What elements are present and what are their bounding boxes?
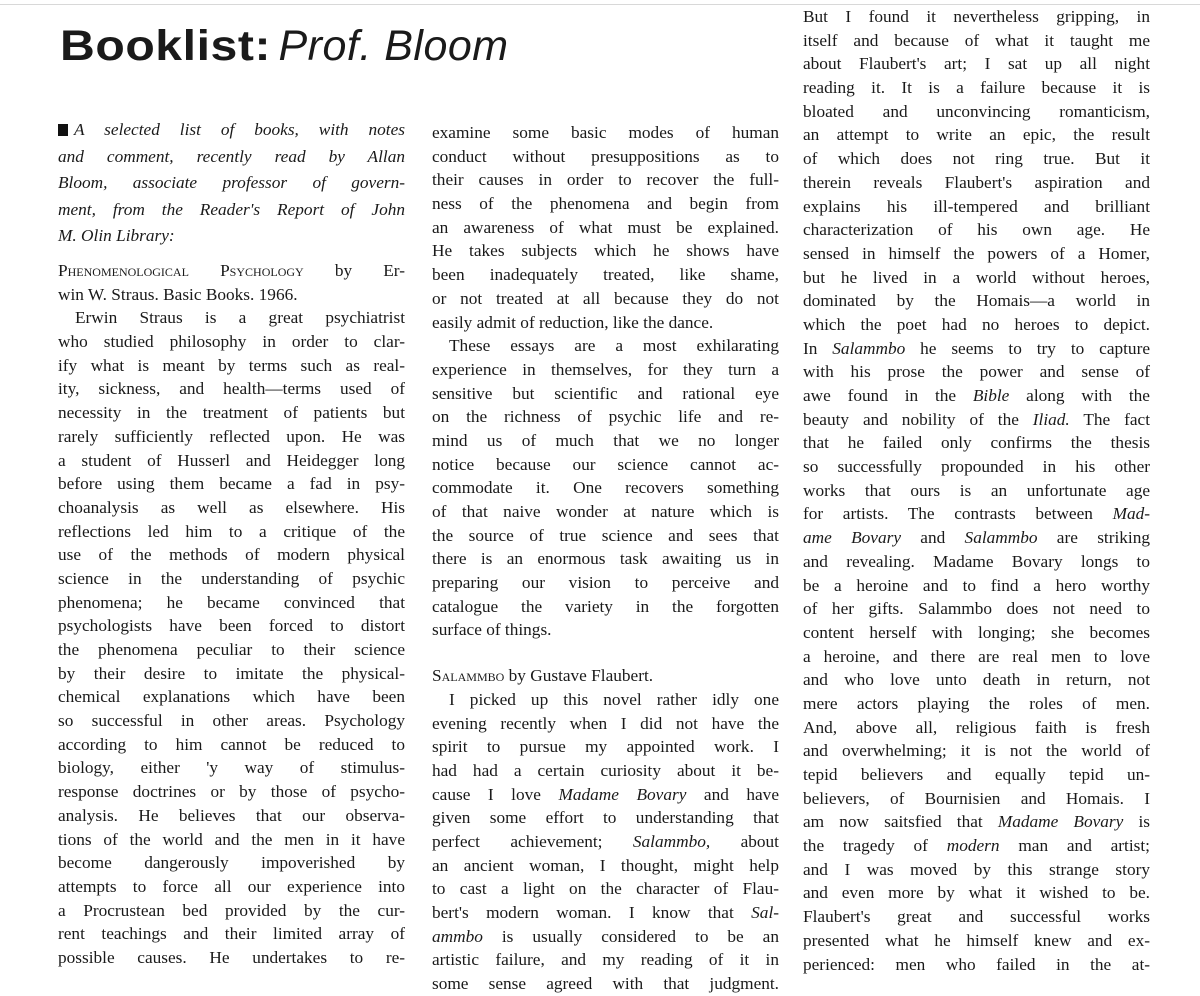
text-line — [58, 377, 405, 401]
text-segment: rarely sufficiently reflected upon. He was — [58, 426, 405, 446]
text-segment: for artists. The contrasts between — [803, 504, 1113, 524]
text-line — [803, 597, 1150, 621]
italic-segment: Iliad. — [1032, 409, 1070, 429]
text-segment: of which does not ring true. But it — [803, 149, 1150, 169]
text-line — [58, 875, 405, 899]
text-segment: itself and because of what it taught me — [803, 30, 1150, 50]
text-segment: but he lived in a world without heroes, — [803, 267, 1150, 287]
text-line — [803, 763, 1150, 787]
text-segment: by their desire to imitate the physical- — [58, 663, 405, 683]
text-line — [803, 834, 1150, 858]
text-segment: before using them became a fad in psy- — [58, 474, 405, 494]
text-segment: bert's modern woman. I know that — [432, 903, 752, 922]
text-line — [58, 354, 405, 378]
text-line — [432, 192, 779, 216]
text-line — [432, 688, 779, 712]
text-line — [803, 100, 1150, 124]
text-line — [58, 685, 405, 709]
text-line — [58, 756, 405, 780]
text-segment: given some effort to understanding that — [432, 808, 779, 828]
text-line — [432, 595, 779, 619]
text-segment: so successful in other areas. Psychology — [58, 711, 405, 731]
text-line — [803, 147, 1150, 171]
text-line — [58, 283, 405, 307]
text-segment: Flaubert's great and successful works — [803, 907, 1150, 927]
text-segment: surface of things. — [432, 620, 552, 640]
text-segment: He takes subjects which he shows have — [432, 241, 779, 261]
text-line — [58, 638, 405, 662]
text-line — [58, 614, 405, 638]
text-segment: use of the methods of modern physical — [58, 545, 405, 565]
italic-segment: ame Bovary — [803, 528, 901, 548]
text-segment: sensitive but scientific and rational eye — [432, 383, 779, 403]
text-line — [58, 401, 405, 425]
text-line — [432, 571, 779, 595]
title-prof-bloom: Prof. Bloom — [278, 22, 509, 70]
text-segment: beauty and nobility of the — [803, 409, 1033, 429]
text-line — [803, 218, 1150, 242]
text-segment: by Gustave Flaubert. — [504, 666, 654, 686]
text-segment: he seems to try to capture — [905, 338, 1150, 358]
text-line — [58, 543, 405, 567]
text-segment: win W. Straus. Basic Books. 1966. — [58, 284, 298, 304]
text-line — [58, 496, 405, 520]
text-segment: are striking — [1037, 528, 1151, 548]
text-line — [803, 5, 1150, 29]
italic-segment: Madame Bovary — [997, 812, 1124, 832]
text-segment: conduct without presuppositions as to — [432, 146, 779, 166]
text-segment: ity, sickness, and health—terms used of — [58, 379, 405, 399]
text-line — [58, 780, 405, 804]
text-line — [432, 168, 779, 192]
text-line — [803, 929, 1150, 953]
text-segment: catalogue the variety in the forgotten — [432, 596, 779, 616]
text-line — [803, 123, 1150, 147]
text-segment: explains his ill-tempered and brilliant — [803, 196, 1150, 216]
text-line — [58, 922, 405, 946]
text-line — [58, 591, 405, 615]
text-segment: therein reveals Flaubert's aspiration and — [803, 172, 1150, 192]
text-segment: chemical explanations which have been — [58, 687, 405, 707]
text-segment: tepid believers and equally tepid un- — [803, 765, 1150, 784]
text-segment: who studied philosophy in order to clar- — [58, 332, 405, 352]
text-line — [58, 567, 405, 591]
italic-segment: Salammbo, — [632, 831, 711, 851]
text-line — [803, 574, 1150, 598]
intro-paragraph — [58, 117, 405, 250]
text-line — [803, 76, 1150, 100]
text-segment: Bloom, associate professor of govern- — [58, 173, 405, 192]
text-segment: become dangerously impoverished by — [58, 853, 405, 873]
text-line — [58, 330, 405, 354]
text-segment: and have — [686, 784, 779, 804]
text-line — [58, 899, 405, 923]
text-segment: easily admit of reduction, like the dance. — [432, 312, 714, 332]
text-segment: preparing our vision to perceive and — [432, 573, 779, 593]
text-line — [803, 668, 1150, 692]
text-line — [432, 382, 779, 406]
text-segment: by Er- — [303, 261, 405, 280]
text-line — [432, 429, 779, 453]
text-segment: sensed in himself the powers of a Homer, — [803, 243, 1150, 263]
text-segment: and comment, recently read by Allan — [58, 146, 405, 166]
text-segment: man and artist; — [999, 836, 1150, 856]
text-segment: analysis. He believes that our observa- — [58, 805, 405, 825]
title-booklist: Booklist: — [60, 22, 272, 70]
text-line — [803, 337, 1150, 361]
text-segment: that he failed only confirms the thesis — [803, 433, 1150, 453]
text-segment: a heroine, and there are real men to love — [803, 646, 1150, 666]
text-segment: some sense agreed with that judgment. — [432, 974, 779, 994]
text-segment: so successfully propounded in his other — [803, 457, 1150, 477]
text-segment: with his prose the power and sense of — [803, 362, 1150, 382]
text-segment: along with the — [1009, 386, 1150, 405]
text-segment: or not treated at all because they do not — [432, 288, 779, 308]
text-segment: their causes in order to recover the full- — [432, 170, 779, 190]
text-line — [58, 170, 405, 197]
text-segment: is usually considered to be an — [482, 926, 779, 946]
italic-segment: Sal- — [751, 903, 779, 922]
text-segment: reading it. It is a failure because it is — [803, 78, 1150, 98]
text-line — [803, 408, 1150, 432]
text-line — [58, 946, 405, 970]
text-segment: rent teachings and their limited array of — [58, 924, 405, 944]
text-segment: and overwhelming; it is not the world of — [803, 741, 1150, 761]
text-line — [432, 216, 779, 240]
text-line — [432, 925, 779, 949]
text-segment: the tragedy of — [803, 836, 947, 856]
text-line — [58, 306, 405, 330]
page-title — [60, 22, 509, 71]
column-3 — [803, 5, 1150, 976]
text-segment: which the poet had no heroes to depict. — [803, 314, 1150, 334]
square-bullet-icon — [58, 124, 68, 136]
text-line — [432, 664, 779, 688]
text-line — [58, 804, 405, 828]
text-segment: is — [1123, 812, 1150, 832]
text-segment: And, above all, religious faith is fresh — [803, 717, 1150, 737]
text-line — [58, 144, 405, 171]
text-segment: But I found it nevertheless gripping, in — [803, 7, 1150, 26]
text-line — [432, 145, 779, 169]
text-line — [803, 810, 1150, 834]
text-segment: experience in themselves, for they turn a — [432, 359, 779, 379]
text-segment: science in the understanding of psychic — [58, 568, 405, 588]
text-segment: perfect achievement; — [432, 831, 633, 851]
text-segment: I picked up this novel rather idly one — [449, 689, 779, 709]
text-line — [803, 455, 1150, 479]
text-line — [803, 313, 1150, 337]
text-segment: ify what is meant by terms such as real- — [58, 355, 405, 375]
text-segment: and — [901, 528, 965, 548]
text-segment: works that ours is an unfortunate age — [803, 480, 1150, 500]
text-line — [803, 289, 1150, 313]
text-line — [803, 881, 1150, 905]
text-segment: dominated by the Homais—a world in — [803, 291, 1150, 311]
text-line — [432, 263, 779, 287]
text-line — [58, 223, 405, 250]
text-segment: possible causes. He undertakes to re- — [58, 947, 405, 967]
text-line — [803, 52, 1150, 76]
text-line — [58, 117, 405, 144]
text-segment: biology, either 'y way of stimulus- — [58, 758, 405, 778]
text-line — [58, 449, 405, 473]
text-line — [58, 851, 405, 875]
text-line — [803, 526, 1150, 550]
text-line — [432, 901, 779, 925]
text-line — [432, 287, 779, 311]
text-line — [803, 787, 1150, 811]
text-segment: cause I love — [432, 784, 559, 804]
text-segment: awe found in the — [803, 386, 973, 405]
text-segment: perienced: men who failed in the at- — [803, 954, 1150, 974]
text-segment: In — [803, 338, 833, 358]
text-segment: M. Olin Library: — [58, 226, 175, 245]
text-segment: be a heroine and to find a hero worthy — [803, 575, 1150, 595]
text-line — [803, 858, 1150, 882]
text-line — [432, 239, 779, 263]
text-line — [803, 716, 1150, 740]
text-line — [58, 425, 405, 449]
text-segment: choanalysis as well as elsewhere. His — [58, 497, 405, 517]
column-2 — [432, 121, 779, 996]
text-segment: believers, of Bournisien and Homais. I — [803, 788, 1150, 808]
text-segment: according to him cannot be reduced to — [58, 734, 405, 754]
text-line — [803, 266, 1150, 290]
text-line — [432, 453, 779, 477]
italic-segment: ammbo — [432, 926, 483, 946]
text-line — [803, 431, 1150, 455]
text-segment: ness of the phenomena and begin from — [432, 194, 779, 214]
text-segment: an awareness of what must be explained. — [432, 217, 779, 237]
text-segment: the phenomena peculiar to their science — [58, 640, 405, 659]
text-line — [803, 195, 1150, 219]
text-segment: spirit to pursue my appointed work. I — [432, 737, 779, 757]
text-segment: a student of Husserl and Heidegger long — [58, 450, 405, 470]
book-title: Phenomenological Psychology — [58, 261, 304, 280]
italic-segment: Salammbo — [964, 528, 1038, 548]
text-line — [58, 828, 405, 852]
text-segment: a Procrustean bed provided by the cur- — [58, 900, 405, 920]
text-segment: content herself with longing; she becomes — [803, 622, 1150, 642]
text-segment: had had a certain curiosity about it be- — [432, 760, 779, 780]
text-line — [58, 197, 405, 224]
text-segment: These essays are a most exhilarating — [449, 336, 779, 356]
text-line — [432, 830, 779, 854]
text-segment: notice because our science cannot ac- — [432, 454, 779, 474]
text-segment: tions of the world and the men in it have — [58, 829, 405, 849]
text-line — [432, 358, 779, 382]
text-segment: characterization of his own age. He — [803, 220, 1150, 240]
text-segment: The fact — [1069, 409, 1150, 429]
italic-segment: Mad- — [1112, 504, 1150, 524]
text-line — [432, 311, 779, 335]
text-segment: about — [710, 831, 779, 851]
text-line — [432, 806, 779, 830]
text-segment: the source of true science and sees that — [432, 525, 779, 545]
column-1 — [58, 259, 405, 970]
italic-segment: Bible — [972, 386, 1010, 405]
text-line — [432, 877, 779, 901]
text-line — [58, 662, 405, 686]
text-segment: to cast a light on the character of Flau- — [432, 879, 779, 899]
text-segment: response doctrines or by those of psycho- — [58, 782, 405, 802]
book-title: Salammbo — [432, 666, 505, 686]
text-segment: on the richness of psychic life and re- — [432, 407, 779, 427]
text-line — [432, 972, 779, 996]
text-segment: mind us of much that we no longer — [432, 430, 779, 450]
text-line — [803, 645, 1150, 669]
text-segment: ment, from the Reader's Report of John — [58, 199, 405, 219]
text-line — [432, 334, 779, 358]
text-segment: mere actors playing the roles of men. — [803, 693, 1150, 713]
text-line — [432, 476, 779, 500]
text-line — [803, 242, 1150, 266]
text-line — [432, 547, 779, 571]
text-segment: about Flaubert's art; I sat up all night — [803, 54, 1150, 74]
text-line — [803, 739, 1150, 763]
text-segment: attempts to force all our experience into — [58, 876, 405, 896]
text-line — [803, 360, 1150, 384]
text-line — [803, 550, 1150, 574]
text-segment: and revealing. Madame Bovary longs to — [803, 551, 1150, 571]
text-segment: evening recently when I did not have the — [432, 713, 779, 733]
italic-segment: Salammbo — [832, 338, 906, 358]
text-line — [432, 783, 779, 807]
text-segment: there is an enormous task awaiting us in — [432, 549, 779, 569]
text-line — [432, 854, 779, 878]
text-line — [432, 524, 779, 548]
text-segment: necessity in the treatment of patients but — [58, 403, 405, 423]
text-line — [803, 905, 1150, 929]
text-line — [803, 384, 1150, 408]
text-line — [58, 259, 405, 283]
text-line — [58, 709, 405, 733]
text-segment: presented what he himself knew and ex- — [803, 930, 1150, 950]
italic-segment: modern — [946, 836, 1000, 856]
text-segment: of that naive wonder at nature which is — [432, 502, 779, 521]
text-segment: A selected list of books, with notes — [74, 120, 405, 139]
text-segment: been inadequately treated, like shame, — [432, 265, 779, 285]
text-line — [432, 500, 779, 524]
text-segment: artistic failure, and my reading of it in — [432, 950, 779, 970]
text-segment: psychologists have been forced to distort — [58, 616, 405, 636]
text-line — [58, 520, 405, 544]
text-segment: bloated and unconvincing romanticism, — [803, 101, 1150, 121]
text-segment: and I was moved by this strange story — [803, 859, 1150, 879]
text-line — [432, 618, 779, 642]
text-segment: of her gifts. Salammbo does not need to — [803, 599, 1150, 619]
text-segment: reflections led him to a critique of the — [58, 521, 405, 541]
text-line — [432, 735, 779, 759]
paragraph-gap — [432, 642, 779, 664]
text-line — [803, 29, 1150, 53]
text-line — [58, 733, 405, 757]
text-line — [432, 121, 779, 145]
text-line — [58, 472, 405, 496]
text-segment: and who love unto death in return, not — [803, 670, 1150, 690]
text-line — [432, 712, 779, 736]
text-line — [432, 759, 779, 783]
text-segment: and even more by what it wished to be. — [803, 883, 1150, 903]
text-line — [803, 171, 1150, 195]
text-line — [803, 953, 1150, 977]
text-line — [803, 621, 1150, 645]
text-segment: an attempt to write an epic, the result — [803, 125, 1150, 145]
text-segment: phenomena; he became convinced that — [58, 592, 405, 612]
text-segment: examine some basic modes of human — [432, 123, 779, 142]
text-line — [432, 948, 779, 972]
text-line — [803, 479, 1150, 503]
text-segment: an ancient woman, I thought, might help — [432, 855, 779, 875]
text-segment: am now saitsfied that — [803, 812, 998, 832]
text-segment: Erwin Straus is a great psychiatrist — [75, 308, 405, 328]
text-segment: commodate it. One recovers something — [432, 478, 779, 498]
text-line — [803, 692, 1150, 716]
italic-segment: Madame Bovary — [558, 784, 687, 804]
text-line — [432, 405, 779, 429]
text-line — [803, 502, 1150, 526]
